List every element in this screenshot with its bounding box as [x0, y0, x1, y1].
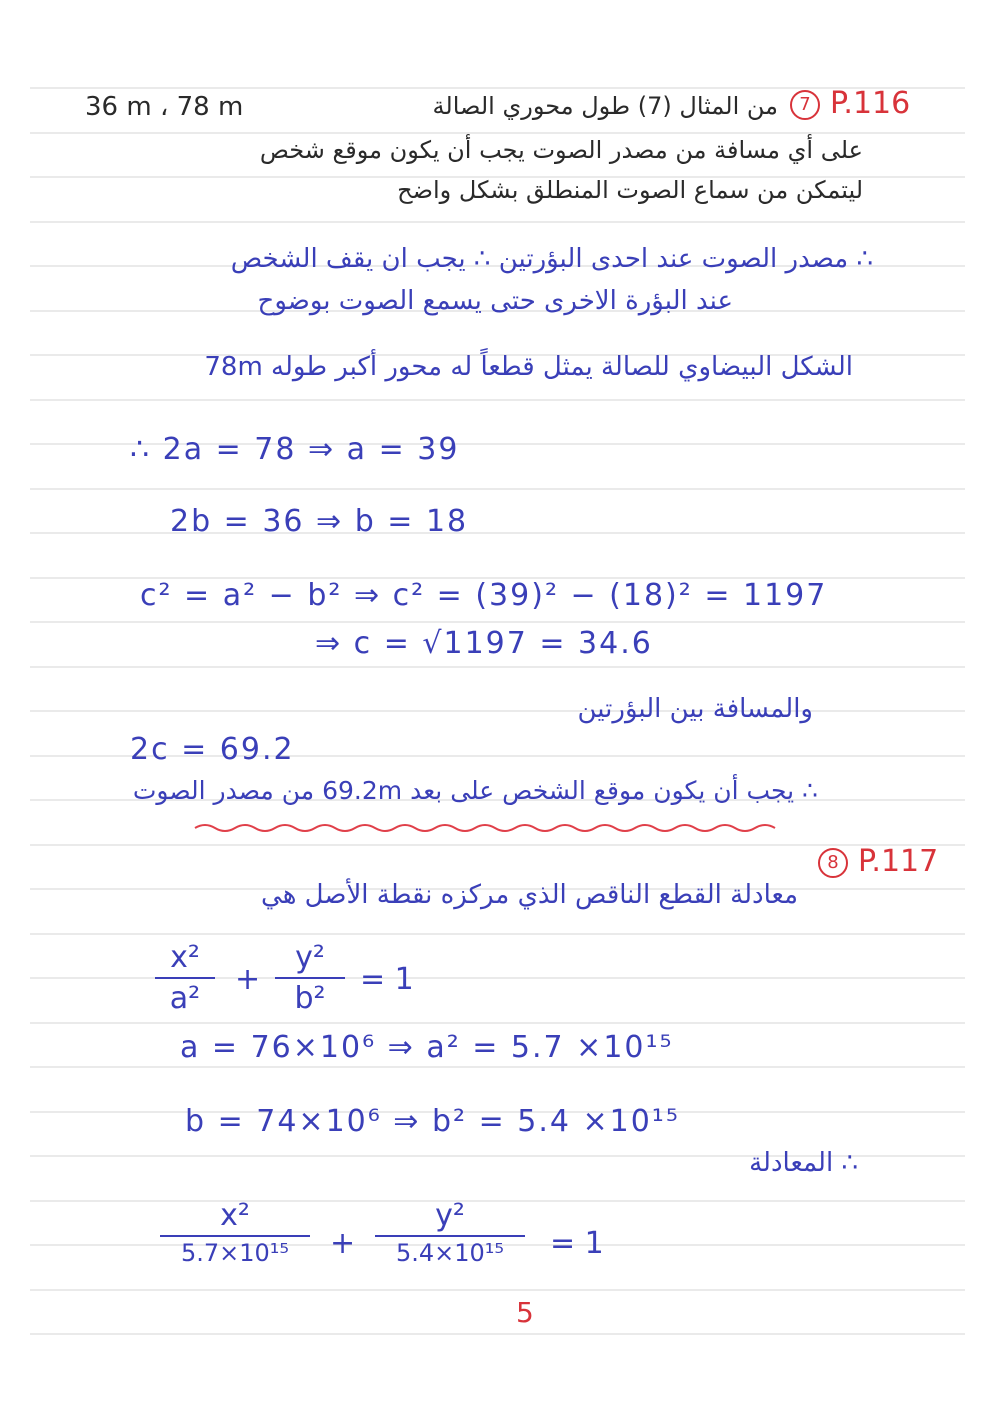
- problem7-question-line3: ليتمكن من سماع الصوت المنطلق بشكل واضح: [397, 176, 863, 204]
- problem7-math-c-squared: c² = a² − b² ⇒ c² = (39)² − (18)² = 1197: [140, 578, 828, 613]
- problem7-math-a: ∴ 2a = 78 ⇒ a = 39: [130, 432, 460, 467]
- problem7-answer-line3: الشكل البيضاوي للصالة يمثل قطعاً له محور أكبر طوله 78m: [204, 352, 853, 382]
- problem7-answer-line2: عند البؤرة الاخرى حتى يسمع الصوت بوضوح: [257, 286, 733, 316]
- problem8-math-b: b = 74×10⁶ ⇒ b² = 5.4 ×10¹⁵: [185, 1104, 680, 1139]
- problem8-page-ref: P.117: [858, 844, 939, 879]
- problem7-number-badge: 7: [790, 90, 820, 120]
- problem8-ref: [818, 844, 938, 879]
- problem7-question-line1: من المثال (7) طول محوري الصالة: [432, 92, 778, 120]
- problem7-ref: [790, 86, 910, 121]
- problem7-math-2c: 2c = 69.2: [130, 732, 295, 767]
- problem8-number-badge: 8: [818, 848, 848, 878]
- problem8-eq2-term1: x² 5.7×10¹⁵: [160, 1198, 310, 1267]
- problem7-question-values: 36 m ، 78 m: [85, 92, 244, 122]
- problem8-eq1-plus: +: [235, 962, 261, 997]
- problem8-answer-line1: معادلة القطع الناقص الذي مركزه نقطة الأصل هي: [261, 880, 798, 910]
- problem7-math-c: ⇒ c = √1197 = 34.6: [315, 626, 653, 661]
- problem7-conclusion: ∴ يجب أن يكون موقع الشخص على بعد 69.2m من مصدر الصوت: [132, 776, 818, 805]
- problem8-answer-line2: ∴ المعادلة: [749, 1148, 858, 1178]
- page-number: 5: [516, 1296, 534, 1329]
- problem8-eq2-plus: +: [330, 1226, 356, 1261]
- problem8-eq2-rhs: = 1: [550, 1226, 604, 1261]
- problem7-answer-line1: ∴ مصدر الصوت عند احدى البؤرتين ∴ يجب ان يقف الشخص: [230, 244, 873, 274]
- problem7-question-line2: على أي مسافة من مصدر الصوت يجب أن يكون موقع شخص: [259, 136, 863, 164]
- problem7-page-ref: P.116: [830, 86, 911, 121]
- problem7-answer-line4: والمسافة بين البؤرتين: [577, 694, 813, 724]
- problem8-eq2-term2: y² 5.4×10¹⁵: [375, 1198, 525, 1267]
- problem8-eq1-term1: x² a²: [155, 940, 215, 1016]
- separator-wavy-line: [195, 825, 775, 831]
- problem8-math-a: a = 76×10⁶ ⇒ a² = 5.7 ×10¹⁵: [180, 1030, 674, 1065]
- problem8-eq1-rhs: = 1: [360, 962, 414, 997]
- problem8-eq1-term2: y² b²: [275, 940, 345, 1016]
- problem7-math-b: 2b = 36 ⇒ b = 18: [170, 504, 469, 539]
